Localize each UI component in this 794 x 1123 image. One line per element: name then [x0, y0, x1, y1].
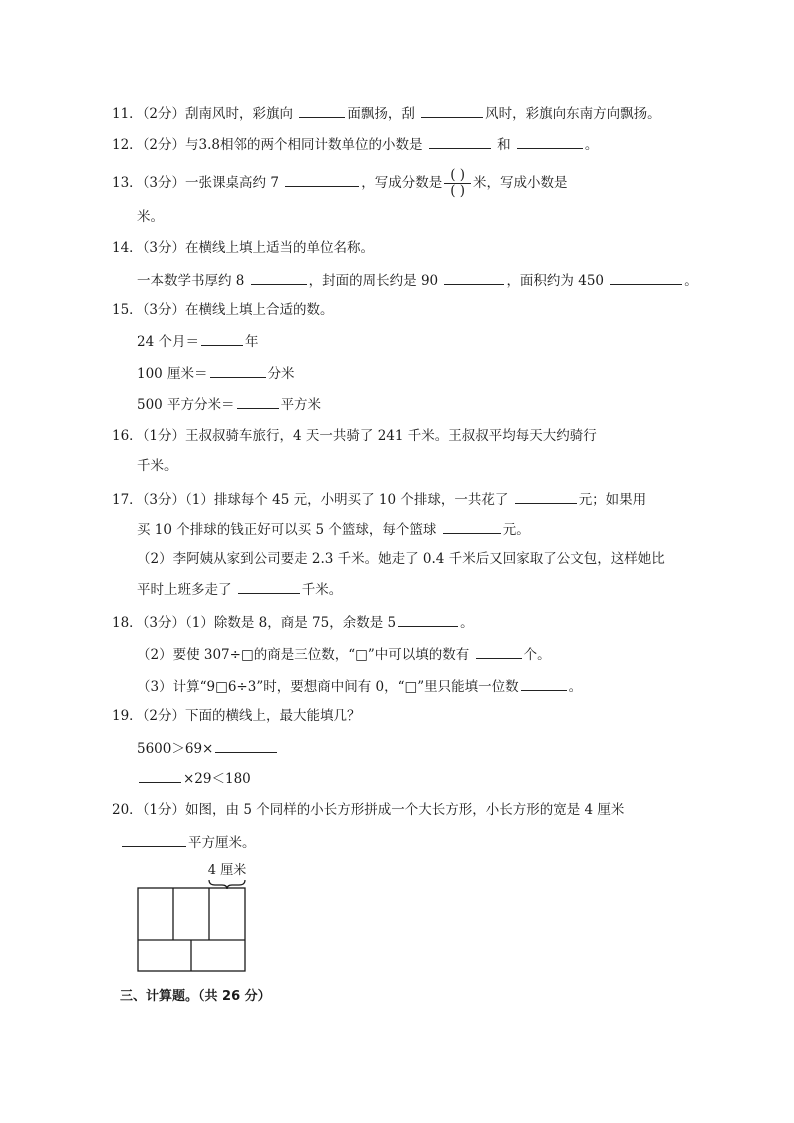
question-17-line3: [137, 579, 342, 600]
fig-width-label: 4 厘米: [207, 863, 247, 878]
q-text: 一张课桌高约 7: [185, 175, 284, 191]
q-number: 11．: [112, 106, 143, 122]
question-18-line2: [137, 676, 582, 697]
answer-blank[interactable]: [443, 519, 501, 534]
q-text: 一本数学书厚约 8: [137, 273, 249, 289]
answer-blank[interactable]: [429, 134, 491, 149]
answer-blank[interactable]: [251, 270, 307, 285]
q-text: 。: [584, 137, 599, 153]
q-number: 20．: [112, 802, 143, 818]
answer-blank[interactable]: [201, 331, 243, 346]
q-number: 18．: [112, 615, 143, 631]
q-text: 与3.8相邻的两个相同计数单位的小数是: [185, 137, 427, 153]
fraction-numerator: ( ): [444, 168, 471, 184]
q-text: 和: [492, 137, 515, 153]
q-text: 米，写成小数是: [473, 175, 568, 191]
q-text: 风时，彩旗向东南方向飘扬。: [485, 106, 661, 122]
question-15: [112, 300, 334, 320]
question-11: [112, 103, 661, 124]
q-text: 分米: [267, 366, 295, 382]
answer-blank[interactable]: [237, 394, 279, 409]
q-number: 19．: [112, 708, 143, 724]
question-17-line1: [137, 519, 530, 540]
q-text: （2）要使 307÷□的商是三位数，“□”中可以填的数有: [137, 647, 474, 663]
question-14: [112, 238, 374, 258]
q-text: 平时上班多走了: [137, 582, 236, 598]
question-18-line1: [137, 644, 551, 665]
q-text: 年: [244, 334, 259, 350]
q-text: ，面积约为 450: [506, 273, 609, 289]
q-text: 在横线上填上适当的单位名称。: [185, 240, 375, 256]
answer-blank[interactable]: [299, 103, 345, 118]
q-score: （2分）: [142, 106, 186, 122]
answer-blank[interactable]: [444, 270, 504, 285]
q-text: 个。: [523, 647, 551, 663]
q-text: 。: [684, 273, 698, 289]
question-14-line1: [137, 270, 698, 291]
answer-blank[interactable]: [238, 579, 300, 594]
question-20-line1: [120, 832, 256, 853]
answer-blank[interactable]: [285, 172, 359, 187]
question-15-line1: [137, 331, 258, 352]
q-text: 。: [460, 615, 474, 631]
q-text: 元；如果用: [578, 492, 647, 508]
q-score: （1分）: [142, 802, 186, 818]
q-text: 24 个月＝: [137, 334, 199, 350]
q-text: ，写成分数是: [361, 175, 443, 191]
q-score: （3分）: [142, 615, 186, 631]
q-text: （1）排球每个 45 元，小明买了 10 个排球，一共花了: [185, 492, 513, 508]
q-text: 刮南风时，彩旗向: [185, 106, 298, 122]
answer-blank[interactable]: [139, 768, 181, 783]
q-text: 千米。: [137, 458, 178, 474]
q-text: ×29＜180: [183, 771, 251, 787]
q-text: 平方厘米。: [188, 835, 256, 851]
q-text: 如图，由 5 个同样的小长方形拼成一个大长方形，小长方形的宽是 4 厘米: [185, 802, 625, 818]
question-15-line3: [137, 394, 321, 415]
q-text: 500 平方分米＝: [137, 397, 235, 413]
q-score: （2分）: [142, 137, 186, 153]
q-text: 100 厘米＝: [137, 366, 208, 382]
question-20: [112, 800, 624, 820]
answer-blank[interactable]: [122, 832, 186, 847]
answer-blank[interactable]: [517, 134, 583, 149]
q-text: （3）计算“9□6÷3”时，要想商中间有 0，“□”里只能填一位数: [137, 679, 519, 695]
q-text: （2）李阿姨从家到公司要走 2.3 千米。她走了 0.4 千米后又回家取了公文包，这样她比: [137, 551, 665, 567]
question-19-line1: [137, 738, 279, 759]
question-13-cont: [137, 207, 164, 227]
fraction-denominator: ( ): [450, 183, 466, 199]
answer-blank[interactable]: [398, 612, 458, 627]
q-text: 面飘扬，刮: [347, 106, 420, 122]
q-text: 千米。: [301, 582, 343, 598]
q-number: 13．: [112, 175, 143, 191]
answer-blank[interactable]: [521, 676, 567, 691]
q-score: （1分）: [142, 428, 186, 444]
q-score: （3分）: [142, 240, 186, 256]
question-19: [112, 706, 361, 726]
q-score: （3分）: [142, 492, 186, 508]
q-text: 买 10 个排球的钱正好可以买 5 个篮球，每个篮球: [137, 522, 441, 538]
q-score: （2分）: [142, 708, 186, 724]
q-score: （3分）: [142, 302, 186, 318]
section-heading: 三、计算题。（共 26 分）: [120, 989, 271, 1004]
question-15-line2: [137, 363, 295, 384]
q-text: （1）除数是 8，商是 75，余数是 5: [185, 615, 397, 631]
question-12: [112, 134, 598, 155]
q-number: 17．: [112, 492, 143, 508]
q-text: 下面的横线上，最大能填几？: [185, 708, 361, 724]
q-text: ，封面的周长约是 90: [308, 273, 443, 289]
question-16: [112, 426, 597, 446]
answer-blank[interactable]: [476, 644, 522, 659]
answer-blank[interactable]: [515, 489, 577, 504]
q-text: 元。: [502, 522, 530, 538]
rectangle-diagram: [135, 858, 255, 976]
q-number: 15．: [112, 302, 143, 318]
question-19-line2: [137, 768, 251, 789]
question-16-cont: [137, 456, 178, 476]
rectangle-figure: [135, 858, 255, 980]
question-13: [112, 168, 568, 199]
answer-blank[interactable]: [215, 738, 277, 753]
q-number: 12．: [112, 137, 143, 153]
question-17-line2: [137, 549, 665, 569]
q-text: 。: [568, 679, 583, 695]
q-text: 平方米: [280, 397, 322, 413]
answer-blank[interactable]: [421, 103, 483, 118]
q-text: 在横线上填上合适的数。: [185, 302, 334, 318]
q-text: 5600＞69×: [137, 741, 214, 757]
question-17: [112, 489, 646, 510]
q-number: 16．: [112, 428, 143, 444]
q-text: 米。: [137, 209, 164, 225]
answer-blank[interactable]: [610, 270, 682, 285]
question-18: [112, 612, 474, 633]
answer-blank[interactable]: [210, 363, 266, 378]
q-number: 14．: [112, 240, 143, 256]
fraction-answer[interactable]: [444, 168, 471, 199]
q-text: 王叔叔骑车旅行，4 天一共骑了 241 千米。王叔叔平均每天大约骑行: [185, 428, 597, 444]
q-score: （3分）: [142, 175, 186, 191]
